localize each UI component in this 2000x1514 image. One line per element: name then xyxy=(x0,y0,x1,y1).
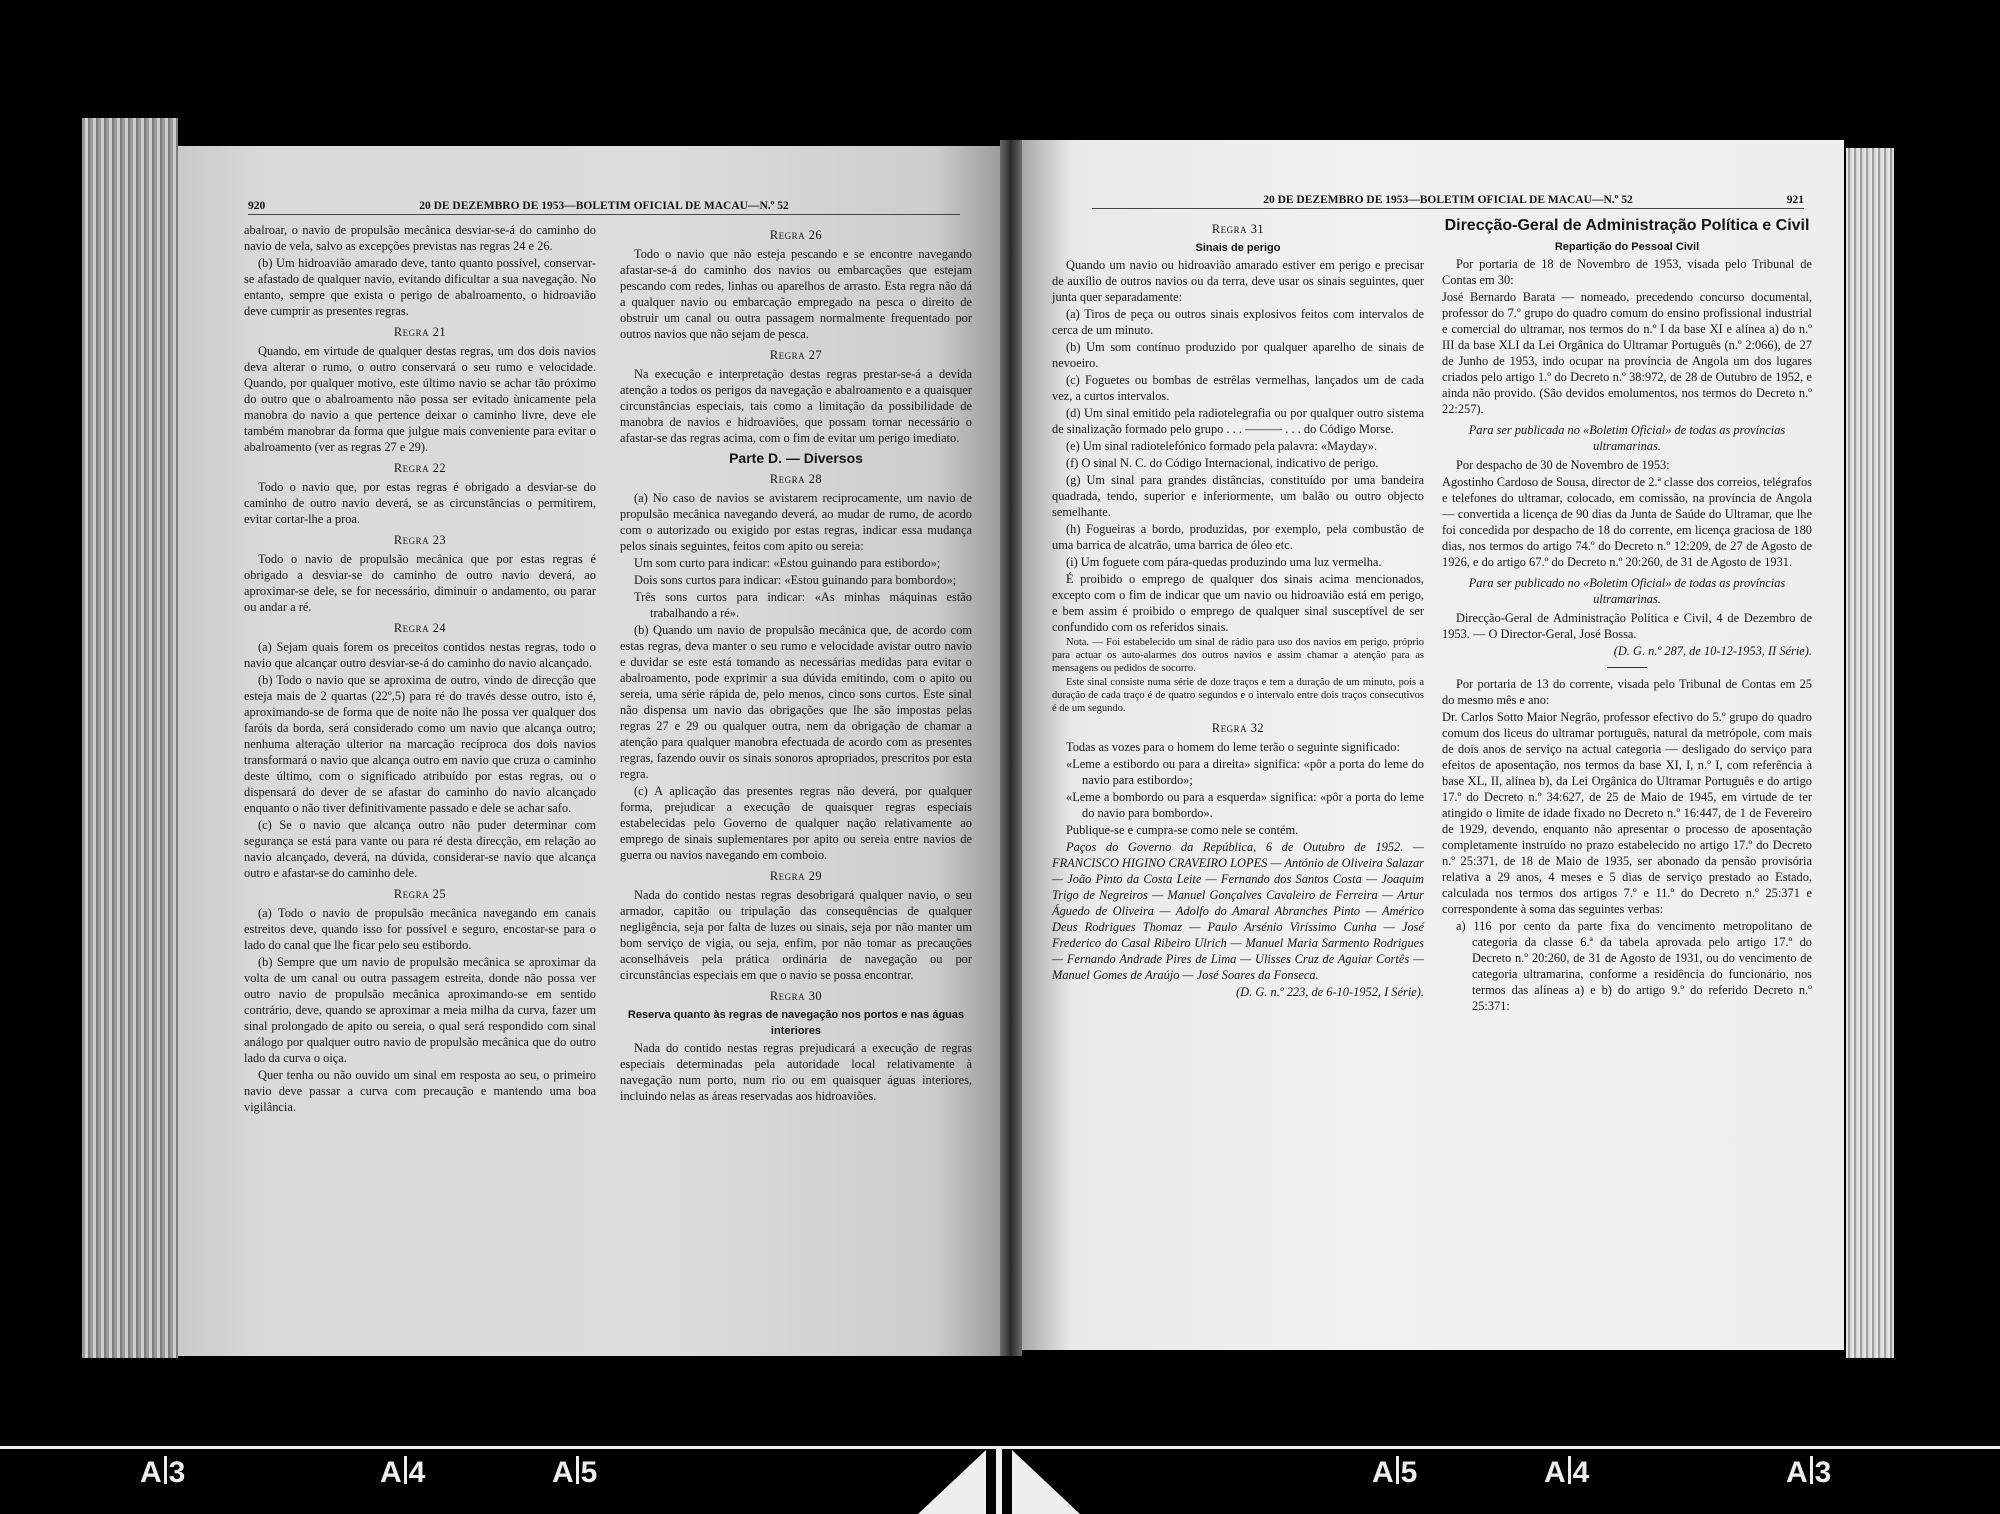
paragraph: Na execução e interpretação destas regras prestar-se-á a devida atenção a todos os perigos da navegação e abalroamento e a quaisquer circunstâncias especiais, tais como a limitação da possibilidade de manobra de navios e hidroaviões, que possam tornar necessário o afastar-se das regras acima, com o fim de evitar um perigo imediato. xyxy=(620,367,972,445)
scan-mark-a5-left xyxy=(552,1456,597,1490)
paragraph: (b) Quando um navio de propulsão mecânica que, de acordo com estas regras, deva manter o seu rumo e velocidade avistar outro navio e duvidar se este está tomando as necessárias medidas para evitar o abalroamento, pode exprimir a sua dúvida emitindo, com o apito ou sereia, uma série rápida de, pelo menos, cinco sons curtos. Este sinal não dispensa um navio das obrigações que lhe são impostas pelas regras 27 e 29 ou qualquer outra, nem da obrigação de chamar a atenção para qualquer manobra efectuada de acordo com as presentes regras, fazendo ouvir os sinais sonoros apropriados, prescritos por esta regra. xyxy=(620,623,972,781)
scan-mark-a3-left xyxy=(140,1456,185,1490)
section-divider xyxy=(1607,667,1647,668)
scan-mark-a5-right xyxy=(1372,1456,1417,1490)
right-page-edges xyxy=(1846,148,1894,1358)
section-subheading: Sinais de perigo xyxy=(1195,242,1281,254)
paragraph: (i) Um foguete com pára-quedas produzindo uma luz vermelha. xyxy=(1066,555,1382,569)
book-gutter xyxy=(1000,140,1022,1356)
note-text: Nota. — Foi estabelecido um sinal de rádio para uso dos navios em perigo, próprio para actuar os auto-alarmes dos outros navios e assim chamar a atenção para as mensagens ou pedidos de socorro. xyxy=(1052,637,1424,674)
paragraph: É proibido o emprego de qualquer dos sinais acima mencionados, excepto com o fim de indicar que um navio ou hidroavião está em perigo, e bem assim é proibido o emprego de qualquer sinal susceptível de ser confundido com os referidos sinais. xyxy=(1052,572,1424,634)
left-page xyxy=(178,146,1000,1356)
left-page-edges xyxy=(82,118,178,1358)
section-subheading: Repartição do Pessoal Civil xyxy=(1554,241,1700,253)
paragraph: Por portaria de 18 de Novembro de 1953, visada pelo Tribunal de Contas em 30: xyxy=(1442,257,1812,287)
mark-digit: 3 xyxy=(168,1456,186,1489)
paragraph: (c) Se o navio que alcança outro não puder determinar com segurança se está para vante ou para ré desta direcção, em relação ao navio alcançado, deverá, na dúvida, considerar-se navio que alcança outro e afastar-se do caminho dele. xyxy=(244,818,596,880)
right-page-header xyxy=(1092,192,1804,209)
scan-mark-a4-left xyxy=(380,1456,425,1490)
left-column-1 xyxy=(244,222,596,1116)
paragraph: a) 116 por cento da parte fixa do vencimento metropolitano de categoria da classe 6.ª da tabela aprovada pelo artigo 17.º do Decreto n.º 20:260, de 31 de Agosto de 1931, ou do vencimento de categoria ultramarina, conforme a residência do funcionário, nos termos das alíneas a) e b) do artigo 9.º do referido Decreto n.º 25:371: xyxy=(1456,919,1812,1013)
paragraph: Paços do Governo da República, 6 de Outubro de 1952. — FRANCISCO HIGINO CRAVEIRO LOPES — António de Oliveira Salazar — João Pinto da Costa Leite — Fernando dos Santos Costa — Joaquim Trigo de Negreiros — Manuel Gonçalves Cavaleiro de Ferreira — Artur Águedo de Oliveira — Adolfo do Amaral Abranches Pinto — Américo Deus Rodrigues Thomaz — Paulo Arsénio Viríssimo Cunha — José Frederico do Casal Ribeiro Ulrich — Manuel Maria Sarmento Rodrigues — Fernando Andrade Pires de Lima — Ulisses Cruz de Aguiar Cortês — Manuel Gomes de Araújo — José Soares da Fonseca. xyxy=(1052,840,1424,982)
right-column-2 xyxy=(1442,216,1812,1015)
rule-heading: Regra 25 xyxy=(393,887,447,901)
mark-digit: 3 xyxy=(1814,1456,1832,1489)
source-citation: (D. G. n.º 223, de 6-10-1952, I Série). xyxy=(1236,985,1424,999)
paragraph: Por portaria de 13 do corrente, visada pelo Tribunal de Contas em 25 do mesmo mês e ano: xyxy=(1442,677,1812,707)
paragraph: Para ser publicado no «Boletim Oficial» de todas as províncias ultramarinas. xyxy=(1468,576,1786,606)
paragraph: (a) No caso de navios se avistarem reciprocamente, um navio de propulsão mecânica navegando deverá, ao mudar de rumo, de acordo com o autorizado ou exigido por estas regras, indicar essa mudança pelos sinais seguintes, feitos com apito ou sereia: xyxy=(620,491,972,553)
paragraph: «Leme a bombordo ou para a esquerda» significa: «pôr a porta do leme do navio para bombordo». xyxy=(1066,790,1424,820)
paragraph: Todas as vozes para o homem do leme terão o seguinte significado: xyxy=(1066,740,1400,754)
paragraph: Para ser publicada no «Boletim Oficial» de todas as províncias ultramarinas. xyxy=(1468,423,1786,453)
paragraph: (b) Um som contínuo produzido por qualquer aparelho de sinais de nevoeiro. xyxy=(1052,340,1424,370)
left-running-head: 20 DE DEZEMBRO DE 1953—BOLETIM OFICIAL DE MACAU—N.º 52 xyxy=(419,200,789,212)
mark-letter: A xyxy=(552,1456,574,1489)
left-page-header xyxy=(248,198,960,215)
source-citation: (D. G. n.º 287, de 10-12-1953, II Série). xyxy=(1613,644,1812,658)
paragraph: Quando, em virtude de qualquer destas regras, um dos dois navios deva alterar o rumo, o outro conservará o seu rumo e velocidade. Quando, por qualquer motivo, este último navio se achar tão próximo do outro que o abalroamento não possa ser evitado ùnicamente pela manobra do navio a que pertence deixar o caminho livre, deve ele também manobrar da forma que julgue mais conveniente para evitar o abalroamento (ver as regras 27 e 29). xyxy=(244,344,596,454)
rule-heading: Regra 31 xyxy=(1211,222,1265,236)
paragraph: (b) Sempre que um navio de propulsão mecânica se aproximar da volta de um canal ou outra passagem estreita, donde não possa ver outro navio de propulsão mecânica aproximando-se em sentido contrário, deve, quando se aproximar a meia milha da curva, fazer um sinal prolongado de apito ou sereia, o qual será respondido com sinal análogo por qualquer outro navio de propulsão mecânica que do outro lado da curva o oiça. xyxy=(244,955,596,1065)
paragraph: Um som curto para indicar: «Estou guinando para estibordo»; xyxy=(634,556,941,570)
rule-heading: Regra 32 xyxy=(1211,721,1265,735)
paragraph: (f) O sinal N. C. do Código Internacional, indicativo de perigo. xyxy=(1066,456,1379,470)
paragraph: (g) Um sinal para grandes distâncias, constituído por uma bandeira quadrada, tendo, superior e inferiormente, um balão ou outro objecto semelhante. xyxy=(1052,473,1424,519)
paragraph: Dr. Carlos Sotto Maior Negrão, professor efectivo do 5.º grupo do quadro comum dos liceus do ultramar português, natural da metrópole, com mais de dois anos de serviço na actual categoria — desligado do serviço para efeitos de aposentação, nos termos da base XI, I, n.º I, com referência à base XL, II, alínea b), da Lei Orgânica do Ultramar Português e do artigo 17.º do Decreto n.º 34:627, de 25 de Maio de 1945, em virtude de ter atingido o limite de idade fixado no Decreto n.º 16:447, de 1 de Fevereiro de 1929, devendo, enquanto não apresentar o processo de aposentação completamente instruído no prazo estabelecido no artigo 17.º do Decreto n.º 25:371, de 18 de Maio de 1935, ser abonado da pensão provisória relativa a 29 anos, 4 meses e 5 dias de serviço prestado ao Estado, calculada nos termos dos artigos 7.º e 11.º do Decreto n.º 25:371 e correspondente à soma das seguintes verbas: xyxy=(1442,710,1812,916)
paragraph: Publique-se e cumpra-se como nele se contém. xyxy=(1066,823,1299,837)
paragraph: Três sons curtos para indicar: «As minhas máquinas estão trabalhando a ré». xyxy=(634,590,972,620)
mark-digit: 5 xyxy=(1400,1456,1418,1489)
rule-heading: Regra 21 xyxy=(393,325,447,339)
paragraph: Agostinho Cardoso de Sousa, director de 2.ª classe dos correios, telégrafos e telefones do ultramar, colocado, em comissão, na província de Angola — convertida a licença de 90 dias da Junta de Saúde do Ultramar, que lhe foi concedida por despacho de 18 do corrente, em licença graciosa de 180 dias, nos termos do artigo 74.º do Decreto n.º 12:209, de 27 de Agosto de 1926, e do artigo 67.º do Decreto n.º 20:260, de 31 de Agosto de 1931. xyxy=(1442,475,1812,569)
paragraph: (b) Todo o navio que se aproxima de outro, vindo de direcção que esteja mais de 2 quartas (22º,5) para ré do través desse outro, isto é, aproximando-se de forma que de noite não lhe possa ver qualquer dos faróis da borda, será considerado como um navio que alcança outro; nenhuma alteração ulterior na marcação recíproca dos dois navios transformará o navio que alcança outro em navio que cruza o caminho deste último, com o significado atribuído por estas regras, ou o dispensará do dever de se afastar do caminho do navio alcançado enquanto o não tiver definitivamente passado e dele se achar safo. xyxy=(244,673,596,815)
paragraph: (a) Sejam quais forem os preceitos contidos nestas regras, todo o navio que alcançar outro desviar-se-á do caminho do navio alcançado. xyxy=(244,640,596,670)
rule-heading: Regra 29 xyxy=(769,869,823,883)
mark-letter: A xyxy=(1786,1456,1808,1489)
paragraph: (c) A aplicação das presentes regras não deverá, por qualquer forma, prejudicar a execução de quaisquer regras especiais estabelecidas pelo Governo de qualquer nação relativamente ao emprego de sinais suplementares por apito ou sereia entre navios de guerra ou navios navegando em comboio. xyxy=(620,784,972,862)
center-fiducial-mark xyxy=(918,1446,1082,1514)
left-triangle xyxy=(918,1450,986,1514)
paragraph: (b) Um hidroavião amarado deve, tanto quanto possível, conservar-se afastado de qualquer navio, evitando dificultar a sua navegação. No entanto, sempre que exista o perigo de abalroamento, o hidroavião deve cumprir as presentes regras. xyxy=(244,256,596,318)
left-column-2 xyxy=(620,222,972,1105)
paragraph: abalroar, o navio de propulsão mecânica desviar-se-á do caminho do navio de vela, salvo as excepções previstas nas regras 24 e 26. xyxy=(244,223,596,253)
rule-heading: Regra 27 xyxy=(769,348,823,362)
rule-heading: Regra 23 xyxy=(393,533,447,547)
section-subheading: Reserva quanto às regras de navegação nos portos e nas águas interiores xyxy=(627,1009,965,1037)
rule-heading: Regra 28 xyxy=(769,472,823,486)
right-page-number: 921 xyxy=(1786,194,1804,206)
left-page-number: 920 xyxy=(248,200,266,212)
paragraph: (d) Um sinal emitido pela radiotelegrafia ou por qualquer outro sistema de sinalização formado pelo grupo . . . ——— . . . do Código Morse. xyxy=(1052,406,1424,436)
right-running-head: 20 DE DEZEMBRO DE 1953—BOLETIM OFICIAL DE MACAU—N.º 52 xyxy=(1263,194,1633,206)
paragraph: Todo o navio de propulsão mecânica que por estas regras é obrigado a desviar-se do caminho de outro navio deverá, ao aproximar-se dele, se for necessário, diminuir o andamento, ou parar ou andar a ré. xyxy=(244,552,596,614)
paragraph: Todo o navio que não esteja pescando e se encontre navegando afastar-se-á do caminho dos navios ou embarcações que estejam pescando com redes, linhas ou aparelhos de arrasto. Esta regra não dá a qualquer navio ou embarcação empregado na pesca o direito de obstruir um canal ou outra passagem normalmente frequentado por outros navios que não sejam de pesca. xyxy=(620,247,972,341)
mark-letter: A xyxy=(380,1456,402,1489)
paragraph: (e) Um sinal radiotelefónico formado pela palavra: «Mayday». xyxy=(1066,439,1378,453)
department-heading: Direcção-Geral de Administração Política e Civil xyxy=(1444,217,1810,234)
right-triangle xyxy=(1012,1450,1080,1514)
note-text: Este sinal consiste numa série de doze traços e tem a duração de um minuto, pois a duração de cada traço é de quatro segundos e o intervalo entre dois traços consecutivos é de um segundo. xyxy=(1052,677,1424,714)
rule-heading: Regra 24 xyxy=(393,621,447,635)
mark-letter: A xyxy=(1544,1456,1566,1489)
paragraph: Nada do contido nestas regras desobrigará qualquer navio, o seu armador, capitão ou tripulação das consequências de qualquer negligência, seja por falta de luzes ou sinais, seja por não manter um bom serviço de vigia, ou seja, enfim, por não tomar as precauções aconselháveis pela prática ordinária de navegação ou por circunstâncias especiais em que o navio se possa encontrar. xyxy=(620,888,972,982)
scan-mark-a3-right xyxy=(1786,1456,1831,1490)
scan-mark-a4-right xyxy=(1544,1456,1589,1490)
paragraph: (c) Foguetes ou bombas de estrêlas vermelhas, lançados um de cada vez, a curtos intervalos. xyxy=(1052,373,1424,403)
mark-letter: A xyxy=(1372,1456,1394,1489)
center-bar xyxy=(996,1446,1002,1514)
paragraph: Por despacho de 30 de Novembro de 1953: xyxy=(1456,458,1670,472)
paragraph: (a) Tiros de peça ou outros sinais explosivos feitos com intervalos de cerca de um minuto. xyxy=(1052,307,1424,337)
part-heading: Parte D. — Diversos xyxy=(729,450,863,466)
right-column-1 xyxy=(1052,216,1424,1001)
mark-digit: 5 xyxy=(580,1456,598,1489)
paragraph: «Leme a estibordo ou para a direita» significa: «pôr a porta do leme do navio para estibordo»; xyxy=(1066,757,1424,787)
paragraph: Nada do contido nestas regras prejudicará a execução de regras especiais determinadas pela autoridade local relativamente à navegação num porto, num rio ou em quaisquer águas interiores, incluindo nelas as áreas reservadas aos hidroaviões. xyxy=(620,1041,972,1103)
rule-heading: Regra 22 xyxy=(393,461,447,475)
right-page xyxy=(1022,140,1844,1350)
rule-heading: Regra 30 xyxy=(769,989,823,1003)
paragraph: Quando um navio ou hidroavião amarado estiver em perigo e precisar de auxílio de outros navios ou da terra, deve usar os sinais seguintes, quer junta quer separadamente: xyxy=(1052,258,1424,304)
mark-digit: 4 xyxy=(408,1456,426,1489)
paragraph: Todo o navio que, por estas regras é obrigado a desviar-se do caminho de outro navio deverá, se as circunstâncias o permitirem, evitar cortar-lhe a proa. xyxy=(244,480,596,526)
paragraph: Direcção-Geral de Administração Política e Civil, 4 de Dezembro de 1953. — O Director-Geral, José Bossa. xyxy=(1442,611,1812,641)
rule-heading: Regra 26 xyxy=(769,228,823,242)
paragraph: (h) Fogueiras a bordo, produzidas, por exemplo, pela combustão de uma barrica de alcatrão, uma barrica de óleo etc. xyxy=(1052,522,1424,552)
mark-letter: A xyxy=(140,1456,162,1489)
mark-digit: 4 xyxy=(1572,1456,1590,1489)
paragraph: José Bernardo Barata — nomeado, precedendo concurso documental, professor do 7.º grupo do quadro comum do ensino profissional industrial e comercial do ultramar, nos termos do n.º I da base XI e alínea a) do n.º III da base XLI da Lei Orgânica do Ultramar Português (n.º 2:066), de 27 de Junho de 1953, indo ocupar na província de Angola um dos lugares criados pelo artigo 1.º do Decreto n.º 38:972, de 28 de Outubro de 1952, e ainda não provido. (São devidos emolumentos, nos termos do Decreto n.º 22:257). xyxy=(1442,290,1812,416)
paragraph: Quer tenha ou não ouvido um sinal em resposta ao seu, o primeiro navio deve passar a curva com precaução e mantendo uma boa vigilância. xyxy=(244,1068,596,1114)
paragraph: Dois sons curtos para indicar: «Estou guinando para bombordo»; xyxy=(634,573,957,587)
paragraph: (a) Todo o navio de propulsão mecânica navegando em canais estreitos deve, quando isso for possível e seguro, encostar-se para o lado do canal que lhe ficar pelo seu estibordo. xyxy=(244,906,596,952)
